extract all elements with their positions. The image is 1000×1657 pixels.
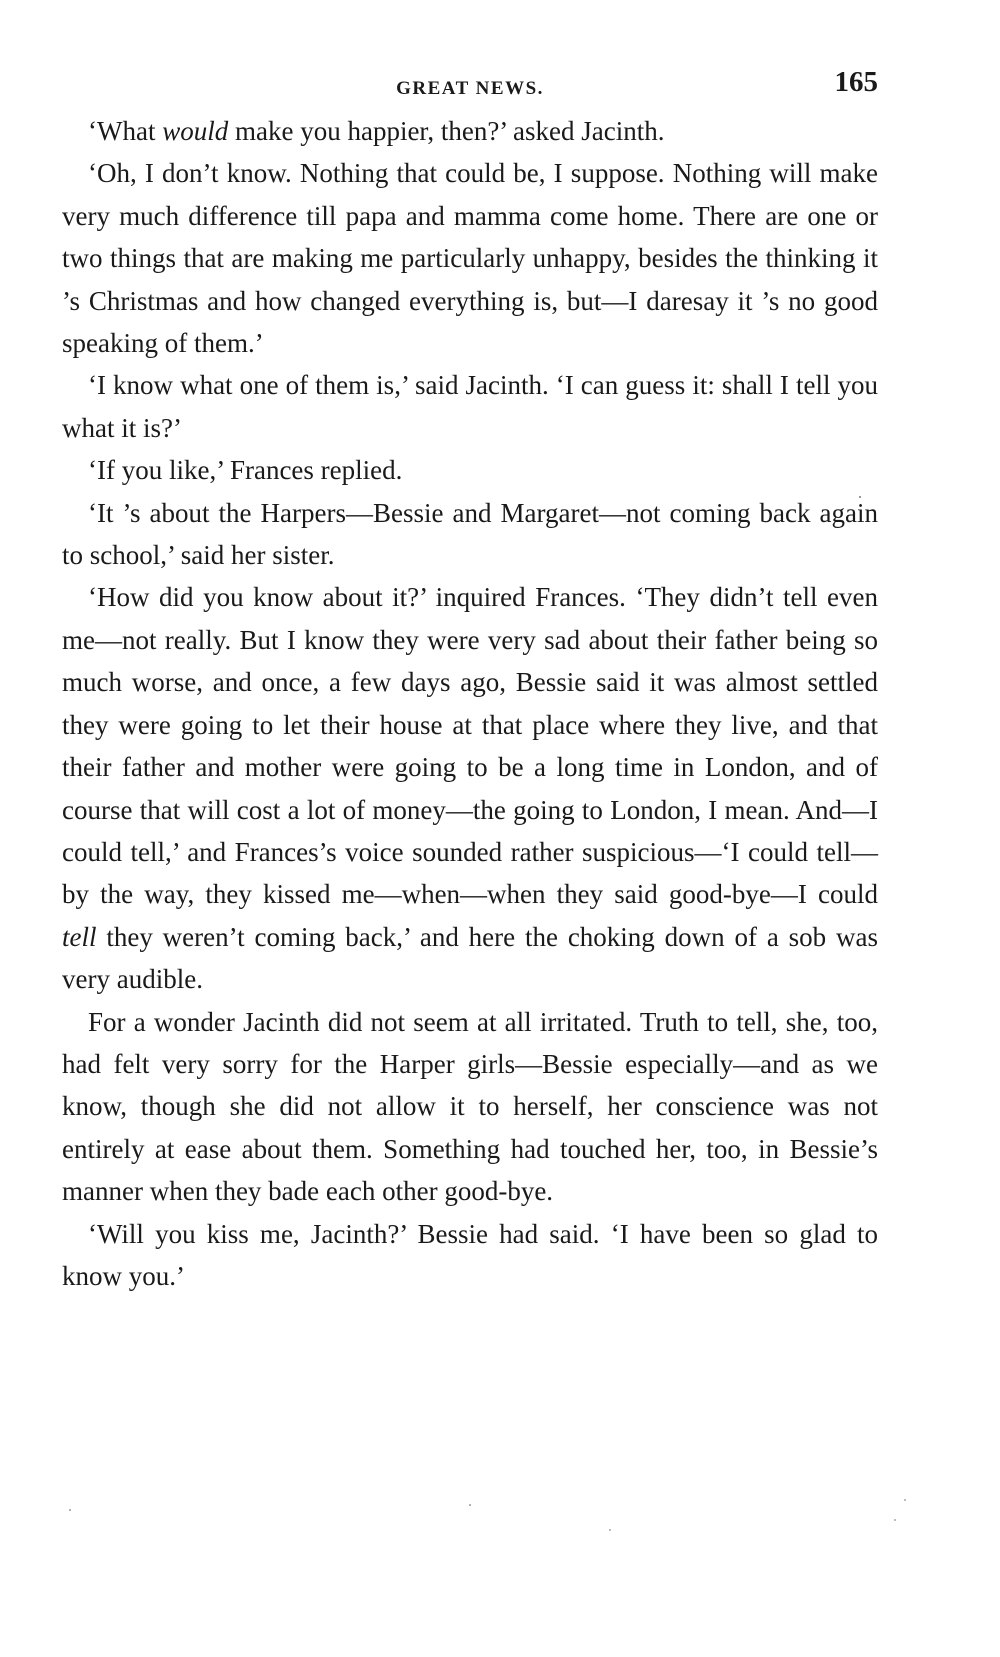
body-text bbox=[62, 110, 878, 1297]
page-number: 165 bbox=[834, 66, 878, 98]
text-run: For a wonder Jacinth did not seem at all irritated. Truth to tell, she, too, had felt very sorry for the Harper girls—Bessie especially—and as we know, though she did not allow it to herself, her conscience was not entirely at ease about them. Something had touched her, too, in Bessie’s manner when they bade each other good-bye. bbox=[62, 1006, 878, 1207]
paragraph bbox=[62, 1213, 878, 1298]
speck bbox=[609, 1529, 611, 1531]
paragraph bbox=[62, 492, 878, 577]
paragraph bbox=[62, 110, 878, 152]
text-run: make you happier, then?’ asked Jacinth. bbox=[228, 116, 665, 146]
paragraph bbox=[62, 152, 878, 364]
text-run: ‘It ’s about the Harpers—Bessie and Margaret—not coming back again to school,’ said her sister. bbox=[62, 497, 878, 571]
book-page bbox=[62, 66, 878, 1297]
text-run: ‘How did you know about it?’ inquired Frances. ‘They didn’t tell even me—not really. But I know they were very sad about their father being so much worse, and once, a few days ago, Bessie said it was almost settled they were going to let their house at that place where they live, and that their father and mother were going to be a long time in London, and of course that will cost a lot of money—the going to London, I mean. And—I could tell,’ and Frances’s voice sounded rather suspicious—‘I could tell—by the way, they kissed me—when—when they said good-bye—I could bbox=[62, 582, 878, 910]
running-head bbox=[62, 66, 878, 110]
chapter-title: GREAT NEWS. bbox=[396, 78, 544, 99]
italic-text: would bbox=[162, 116, 229, 146]
text-run: they weren’t coming back,’ and here the choking down of a sob was very audible. bbox=[62, 921, 878, 995]
paragraph bbox=[62, 576, 878, 1000]
paragraph bbox=[62, 449, 878, 491]
speck bbox=[469, 1504, 471, 1506]
speck bbox=[904, 1499, 906, 1501]
text-run: ‘If you like,’ Frances replied. bbox=[88, 455, 403, 486]
text-run: ‘Oh, I don’t know. Nothing that could be, I suppose. Nothing will make very much difference till papa and mamma come home. There are one or two things that are making me particularly unhappy, besides the thinking it ’s Christmas and how changed everything is, but—I daresay it ’s no good speaking of them.’ bbox=[62, 158, 878, 359]
speck bbox=[894, 1519, 896, 1521]
text-run: ‘I know what one of them is,’ said Jacinth. ‘I can guess it: shall I tell you what it is?’ bbox=[62, 370, 878, 443]
text-run: ‘Will you kiss me, Jacinth?’ Bessie had said. ‘I have been so glad to know you.’ bbox=[62, 1218, 878, 1291]
italic-text: tell bbox=[62, 921, 97, 952]
speck bbox=[69, 1509, 71, 1511]
text-run: ‘What bbox=[88, 116, 163, 146]
paragraph bbox=[62, 1001, 878, 1213]
paragraph bbox=[62, 364, 878, 449]
